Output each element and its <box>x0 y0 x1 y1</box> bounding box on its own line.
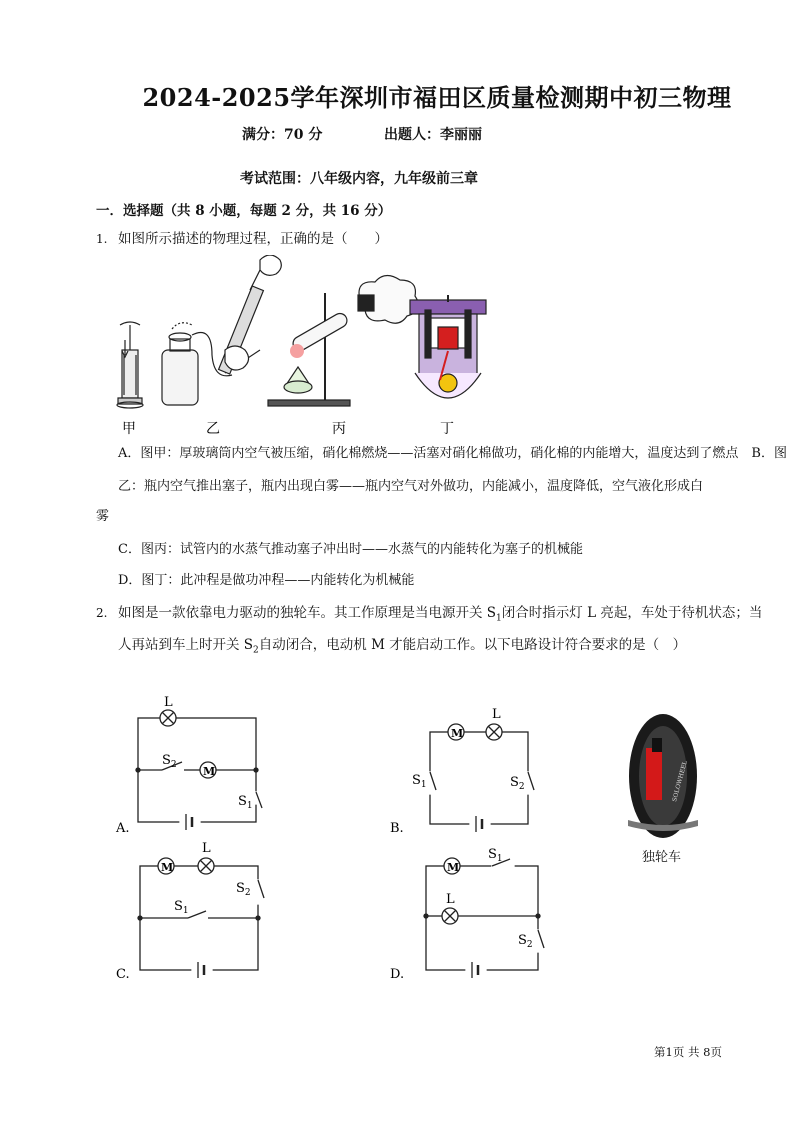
full-score: 满分：70 分 <box>242 127 323 143</box>
q1-option-b-end: 雾 <box>96 509 110 524</box>
circuit-a <box>136 710 262 830</box>
q1-option-d: D．图丁：此冲程是做功冲程——内能转化为机械能 <box>118 573 415 588</box>
q2-number: 2. <box>96 606 108 620</box>
circuit-c-s2-label: $S_2$ <box>236 881 251 898</box>
engine-stroke-figure <box>410 295 486 398</box>
q1-number: 1. <box>96 232 108 246</box>
bottle-pump-figure <box>162 255 281 405</box>
circuit-b-label: B. <box>390 821 404 836</box>
unicycle-image <box>618 708 708 848</box>
circuit-d-s1-label: $S_1$ <box>488 847 503 864</box>
circuit-b-s2-label: $S_2$ <box>510 775 525 792</box>
circuit-d-motor-label: M <box>447 861 460 874</box>
section-heading: 一．选择题（共 8 小题，每题 2 分，共 16 分） <box>96 203 392 219</box>
q2-stem-line2: 人再站到车上时开关 $S_2$自动闭合，电动机 M 才能启动工作。以下电路设计符合要求的是（ ） <box>118 637 687 656</box>
circuit-c-motor-label: M <box>161 861 174 874</box>
circuit-a-motor-label: M <box>203 765 216 778</box>
circuit-b-motor-label: M <box>451 727 464 740</box>
circuit-b-lamp-label: L <box>492 707 501 722</box>
author: 出题人：李丽丽 <box>384 127 482 143</box>
circuit-a-lamp-label: L <box>164 695 173 710</box>
circuit-d-label: D. <box>390 967 405 982</box>
q1-figures <box>110 255 510 440</box>
fire-syringe-figure <box>117 322 143 408</box>
q1-option-a: A．图甲：厚玻璃筒内空气被压缩，硝化棉燃烧——活塞对硝化棉做功，硝化棉的内能增大，温度达到了燃点 B．图 <box>118 446 787 461</box>
circuit-a-s1-label: $S_1$ <box>238 794 253 811</box>
page-title: 2024-2025学年深圳市福田区质量检测期中初三物理 <box>142 83 732 112</box>
circuit-c-s1-label: $S_1$ <box>174 899 189 916</box>
circuit-a-s2-label: $S_2$ <box>162 753 177 770</box>
fig-label-jia: 甲 <box>122 421 136 437</box>
exam-scope: 考试范围：八年级内容，九年级前三章 <box>240 171 478 187</box>
page-number: 第1页 共 8页 <box>654 1045 722 1059</box>
circuit-c-label: C. <box>116 967 130 982</box>
fig-label-bing: 丙 <box>332 421 346 437</box>
q2-circuits <box>100 680 570 990</box>
unicycle-brand: SOLOWHEEL <box>671 760 689 803</box>
circuit-a-label: A. <box>116 821 130 836</box>
q2-stem-line1: 如图是一款依靠电力驱动的独轮车。其工作原理是当电源开关 $S_1$闭合时指示灯 L 亮起，车处于待机状态；当 <box>118 605 763 624</box>
fig-label-ding: 丁 <box>440 421 454 437</box>
test-tube-figure <box>268 275 419 406</box>
circuit-d-lamp-label: L <box>446 892 455 907</box>
circuit-c <box>138 858 264 978</box>
circuit-d-s2-label: $S_2$ <box>518 933 533 950</box>
q1-option-b: 乙：瓶内空气推出塞子，瓶内出现白雾——瓶内空气对外做功，内能减小，温度降低，空气液化形成白 <box>118 479 704 494</box>
q1-stem: 如图所示描述的物理过程，正确的是（ ） <box>118 231 388 247</box>
circuit-d <box>424 858 544 978</box>
fig-label-yi: 乙 <box>206 421 220 437</box>
circuit-b-s1-label: $S_1$ <box>412 773 427 790</box>
circuit-c-lamp-label: L <box>202 841 211 856</box>
q1-option-c: C．图丙：试管内的水蒸气推动塞子冲出时——水蒸气的内能转化为塞子的机械能 <box>118 542 583 557</box>
unicycle-caption: 独轮车 <box>642 850 682 865</box>
